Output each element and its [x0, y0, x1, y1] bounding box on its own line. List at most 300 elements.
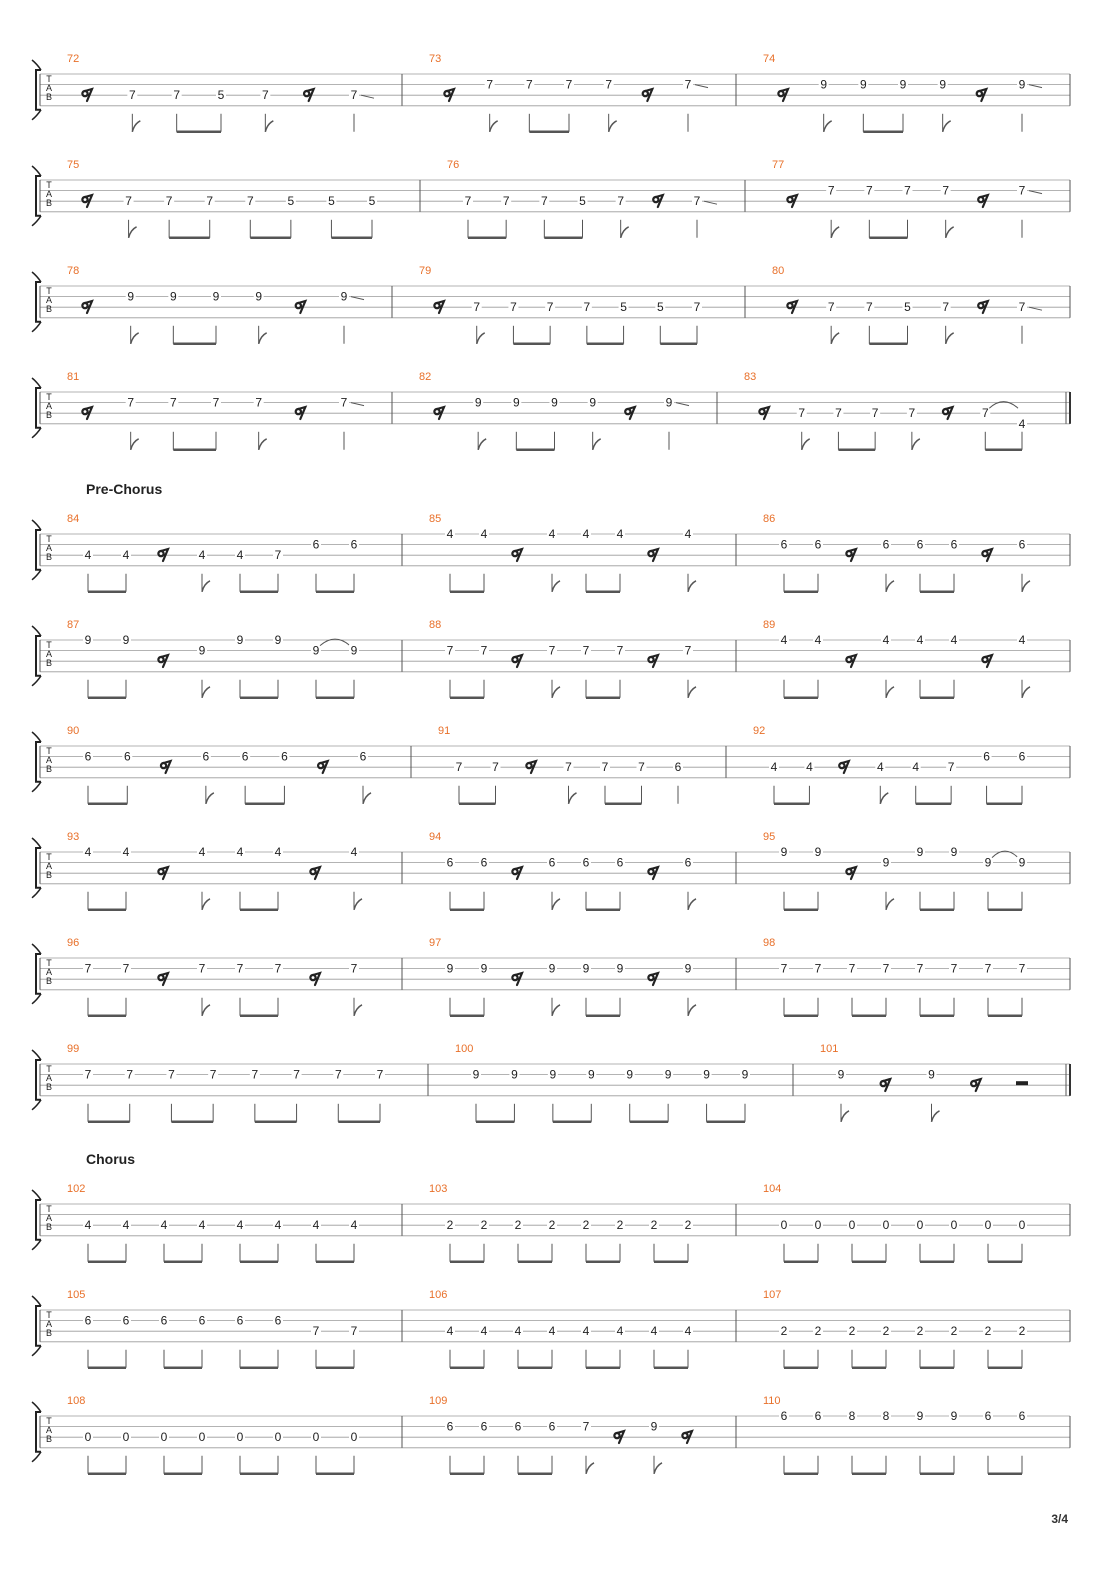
fret-number: 5: [287, 194, 295, 209]
fret-number: 0: [984, 1218, 992, 1233]
eighth-rest: [82, 89, 92, 101]
fret-number: 9: [511, 1067, 518, 1082]
fret-number: 6: [684, 855, 692, 870]
fret-number: 7: [128, 88, 136, 103]
note-flag: [569, 793, 577, 804]
note-flag: [202, 1005, 210, 1016]
fret-number: 7: [246, 194, 254, 209]
fret-number: 8: [848, 1409, 856, 1423]
fret-number: 4: [582, 527, 590, 541]
fret-number: 4: [84, 548, 92, 563]
measure-number: 90: [67, 725, 80, 737]
fret-number: 0: [274, 1430, 282, 1445]
fret-number: 4: [160, 1218, 168, 1233]
note-flag: [841, 1111, 849, 1122]
fret-number: 7: [334, 1067, 342, 1082]
fret-number: 2: [650, 1218, 658, 1233]
note-flag: [478, 439, 486, 450]
fret-number: 0: [848, 1218, 856, 1233]
fret-number: 9: [548, 961, 556, 976]
fret-number: 9: [122, 633, 130, 647]
eighth-rest: [653, 195, 663, 207]
measure-number: 110: [763, 1395, 781, 1407]
fret-number: 4: [780, 633, 788, 647]
tab-clef-letter: T: [46, 746, 52, 756]
fret-number: 0: [198, 1430, 206, 1445]
eighth-rest: [444, 89, 454, 101]
fret-number: 6: [446, 1419, 454, 1434]
note-flag: [802, 439, 810, 450]
fret-number: 0: [950, 1218, 958, 1233]
fret-number: 7: [510, 300, 517, 315]
fret-number: 7: [502, 194, 510, 209]
eighth-rest: [310, 867, 320, 879]
fret-number: 9: [916, 1409, 924, 1423]
fret-number: 4: [684, 1324, 692, 1339]
fret-number: 2: [780, 1324, 788, 1339]
note-flag: [886, 581, 894, 592]
note-flag: [259, 333, 267, 344]
fret-number: 7: [882, 961, 890, 976]
fret-number: 7: [908, 406, 916, 421]
note-flag: [477, 333, 485, 344]
note-flag: [824, 121, 832, 132]
fret-number: 7: [605, 77, 613, 92]
fret-number: 7: [473, 300, 481, 315]
fret-number: 0: [350, 1430, 358, 1445]
tab-clef-letter: A: [45, 861, 53, 871]
fret-number: 4: [274, 845, 282, 859]
measure-number: 81: [67, 371, 80, 383]
fret-number: 7: [350, 1324, 358, 1339]
tab-clef-letter: T: [46, 180, 52, 190]
fret-number: 9: [312, 643, 320, 658]
fret-number: 6: [983, 749, 990, 764]
eighth-rest: [982, 655, 992, 667]
fret-number: 7: [251, 1067, 259, 1082]
measure-number: 89: [763, 619, 776, 631]
tab-clef-letter: T: [46, 286, 52, 296]
fret-number: 6: [780, 537, 788, 552]
fret-number: 4: [876, 760, 884, 775]
measure-number: 97: [429, 937, 442, 949]
eighth-rest: [648, 973, 658, 985]
fret-number: 5: [579, 194, 586, 209]
measure-number: 106: [429, 1289, 448, 1301]
fret-number: 7: [165, 194, 173, 209]
tab-clef-letter: A: [45, 401, 53, 411]
fret-number: 9: [741, 1067, 749, 1082]
tab-clef-letter: B: [45, 1222, 53, 1232]
fret-number: 9: [84, 633, 92, 647]
fret-number: 2: [882, 1324, 890, 1339]
fret-number: 7: [865, 183, 873, 198]
fret-number: 7: [350, 961, 358, 976]
fret-number: 6: [480, 1419, 488, 1434]
measure-number: 82: [419, 371, 432, 383]
fret-number: 7: [617, 194, 625, 209]
fret-number: 6: [274, 1313, 282, 1328]
fret-number: 0: [160, 1430, 168, 1445]
fret-number: 7: [582, 1419, 590, 1434]
fret-number: 2: [616, 1218, 624, 1233]
fret-number: 6: [202, 749, 210, 764]
fret-number: 4: [548, 527, 556, 541]
fret-number: 6: [548, 1419, 556, 1434]
fret-number: 9: [582, 961, 590, 976]
tab-clef-letter: B: [45, 92, 53, 102]
note-flag: [354, 1005, 362, 1016]
fret-number: 4: [770, 760, 778, 775]
note-flag: [946, 333, 954, 344]
eighth-rest: [304, 89, 314, 101]
measure-number: 75: [67, 159, 80, 171]
fret-number: 7: [1018, 961, 1026, 976]
fret-number: 6: [160, 1313, 168, 1328]
tab-clef-letter: B: [45, 976, 53, 986]
fret-number: 2: [514, 1218, 522, 1233]
fret-number: 7: [169, 395, 177, 410]
tab-clef-letter: T: [46, 534, 52, 544]
eighth-rest: [512, 867, 522, 879]
fret-number: 9: [616, 961, 624, 976]
measure-number: 86: [763, 513, 776, 525]
measure-number: 78: [67, 265, 80, 277]
note-flag: [586, 1463, 594, 1474]
fret-number: 4: [582, 1324, 590, 1339]
fret-number: 9: [899, 77, 907, 92]
fret-number: 6: [1018, 749, 1026, 764]
fret-number: 7: [693, 300, 701, 315]
measure-number: 109: [429, 1395, 448, 1407]
fret-number: 9: [274, 633, 282, 647]
fret-number: 9: [650, 1419, 658, 1434]
note-flag: [831, 333, 839, 344]
fret-number: 9: [939, 77, 947, 92]
fret-number: 4: [650, 1324, 658, 1339]
fret-number: 9: [1018, 77, 1026, 92]
fret-number: 6: [780, 1409, 788, 1423]
tab-clef-letter: A: [45, 1073, 53, 1083]
fret-number: 2: [446, 1218, 454, 1233]
fret-number: 9: [127, 289, 135, 304]
fret-number: 7: [1018, 300, 1026, 315]
fret-number: 7: [198, 961, 206, 976]
fret-number: 7: [947, 760, 955, 775]
fret-number: 4: [446, 527, 454, 541]
fret-number: 9: [340, 289, 348, 304]
fret-number: 9: [446, 961, 454, 976]
eighth-rest: [296, 301, 306, 313]
fret-number: 7: [480, 643, 488, 658]
eighth-rest: [787, 195, 797, 207]
fret-number: 4: [684, 527, 692, 541]
fret-number: 9: [198, 643, 206, 658]
fret-number: 2: [916, 1324, 924, 1339]
fret-number: 9: [820, 77, 828, 92]
tab-clef-letter: T: [46, 392, 52, 402]
fret-number: 4: [1018, 633, 1026, 647]
eighth-rest: [881, 1079, 891, 1091]
fret-number: 7: [540, 194, 548, 209]
fret-number: 7: [464, 194, 472, 209]
fret-number: 9: [684, 961, 692, 976]
fret-number: 7: [376, 1067, 384, 1082]
fret-number: 7: [84, 961, 92, 976]
fret-number: 7: [1018, 183, 1026, 198]
measure-number: 73: [429, 53, 442, 65]
fret-number: 9: [626, 1067, 634, 1082]
note-flag: [654, 1463, 662, 1474]
note-flag: [1022, 581, 1030, 592]
fret-number: 2: [1018, 1324, 1026, 1339]
fret-number: 9: [928, 1067, 935, 1082]
fret-number: 7: [261, 88, 269, 103]
fret-number: 6: [236, 1313, 244, 1328]
fret-number: 4: [950, 633, 958, 647]
fret-number: 7: [255, 395, 263, 410]
measure-number: 99: [67, 1043, 80, 1055]
fret-number: 7: [236, 961, 244, 976]
fret-number: 7: [293, 1067, 300, 1082]
fret-number: 6: [548, 855, 556, 870]
fret-number: 9: [350, 643, 358, 658]
eighth-rest: [846, 549, 856, 561]
fret-number: 0: [1018, 1218, 1026, 1233]
note-flag: [206, 793, 214, 804]
measure-number: 91: [438, 725, 451, 737]
note-flag: [552, 899, 560, 910]
fret-number: 5: [368, 194, 376, 209]
fret-number: 9: [1018, 855, 1026, 870]
fret-number: 5: [904, 300, 911, 315]
fret-number: 4: [446, 1324, 454, 1339]
fret-number: 6: [950, 537, 958, 552]
eighth-rest: [978, 195, 988, 207]
fret-number: 7: [942, 300, 950, 315]
fret-number: 6: [84, 749, 92, 764]
eighth-rest: [978, 301, 988, 313]
fret-number: 9: [665, 395, 673, 410]
fret-number: 4: [236, 548, 244, 563]
eighth-rest: [310, 973, 320, 985]
fret-number: 7: [274, 548, 282, 563]
fret-number: 9: [236, 633, 244, 647]
fret-number: 6: [814, 1409, 822, 1423]
fret-number: 9: [950, 845, 958, 859]
fret-number: 4: [616, 527, 624, 541]
eighth-rest: [846, 867, 856, 879]
fret-number: 6: [674, 760, 682, 775]
fret-number: 4: [480, 1324, 488, 1339]
fret-number: 0: [122, 1430, 130, 1445]
fret-number: 7: [168, 1067, 175, 1082]
note-flag: [593, 439, 601, 450]
fret-number: 2: [984, 1324, 992, 1339]
page-number: 3/4: [1051, 1512, 1068, 1526]
fret-number: 7: [548, 643, 556, 658]
fret-number: 4: [1018, 416, 1026, 431]
fret-number: 7: [814, 961, 822, 976]
eighth-rest: [759, 407, 769, 419]
fret-number: 7: [693, 194, 701, 209]
eighth-rest: [434, 301, 444, 313]
fret-number: 7: [583, 300, 591, 315]
measure-number: 96: [67, 937, 80, 949]
fret-number: 4: [806, 760, 813, 775]
tab-clef-letter: A: [45, 83, 53, 93]
measure-number: 102: [67, 1183, 86, 1195]
note-flag: [131, 333, 139, 344]
eighth-rest: [846, 655, 856, 667]
tab-clef-letter: T: [46, 640, 52, 650]
note-flag: [880, 793, 888, 804]
fret-number: 9: [984, 855, 992, 870]
eighth-rest: [614, 1431, 624, 1443]
note-flag: [131, 439, 139, 450]
note-flag: [831, 227, 839, 238]
measure-number: 77: [772, 159, 785, 171]
note-flag: [354, 899, 362, 910]
tab-clef-letter: B: [45, 552, 53, 562]
eighth-rest: [158, 867, 168, 879]
eighth-rest: [943, 407, 953, 419]
note-flag: [886, 687, 894, 698]
fret-number: 7: [565, 77, 573, 92]
fret-number: 4: [122, 1218, 130, 1233]
eighth-rest: [982, 549, 992, 561]
measure-number: 87: [67, 619, 80, 631]
fret-number: 6: [446, 855, 454, 870]
tab-clef-letter: B: [45, 198, 53, 208]
note-flag: [946, 227, 954, 238]
fret-number: 2: [950, 1324, 958, 1339]
fret-number: 7: [212, 395, 220, 410]
fret-number: 0: [780, 1218, 788, 1233]
tab-clef-letter: T: [46, 74, 52, 84]
eighth-rest: [778, 89, 788, 101]
tab-clef-letter: A: [45, 1319, 53, 1329]
eighth-rest: [161, 761, 171, 773]
fret-number: 7: [455, 760, 463, 775]
tab-clef-letter: B: [45, 870, 53, 880]
fret-number: 9: [474, 395, 482, 410]
fret-number: 4: [84, 1218, 92, 1233]
fret-number: 6: [198, 1313, 206, 1328]
tab-clef-letter: T: [46, 958, 52, 968]
fret-number: 9: [882, 855, 890, 870]
measure-number: 100: [455, 1043, 474, 1055]
eighth-rest: [512, 973, 522, 985]
measure-number: 72: [67, 53, 80, 65]
slide-line: [1029, 85, 1042, 88]
fret-number: 2: [480, 1218, 488, 1233]
fret-number: 9: [703, 1067, 710, 1082]
note-flag: [202, 581, 210, 592]
tab-clef-letter: T: [46, 1064, 52, 1074]
tab-clef-letter: B: [45, 764, 53, 774]
note-flag: [688, 581, 696, 592]
eighth-rest: [82, 407, 92, 419]
fret-number: 4: [198, 548, 206, 563]
measure-number: 80: [772, 265, 785, 277]
fret-number: 2: [548, 1218, 556, 1233]
fret-number: 4: [122, 845, 130, 859]
fret-number: 4: [916, 633, 924, 647]
measure-number: 104: [763, 1183, 782, 1195]
measure-number: 103: [429, 1183, 448, 1195]
fret-number: 4: [912, 760, 920, 775]
fret-number: 6: [480, 855, 488, 870]
fret-number: 7: [848, 961, 856, 976]
fret-number: 7: [684, 77, 692, 92]
measure-number: 95: [763, 831, 776, 843]
measure-number: 101: [820, 1043, 839, 1055]
fret-number: 9: [950, 1409, 958, 1423]
tab-clef-letter: B: [45, 658, 53, 668]
fret-number: 7: [312, 1324, 320, 1339]
fret-number: 7: [616, 643, 624, 658]
note-flag: [363, 793, 371, 804]
fret-number: 6: [84, 1313, 92, 1328]
fret-number: 9: [814, 845, 822, 859]
eighth-rest: [977, 89, 987, 101]
tab-clef-letter: T: [46, 1416, 52, 1426]
fret-number: 7: [546, 300, 554, 315]
tab-clef-letter: B: [45, 410, 53, 420]
fret-number: 8: [882, 1409, 890, 1423]
fret-number: 6: [916, 537, 924, 552]
measure-number: 84: [67, 513, 80, 525]
note-flag: [912, 439, 920, 450]
note-flag: [129, 227, 137, 238]
note-flag: [932, 1111, 940, 1122]
fret-number: 9: [859, 77, 867, 92]
fret-number: 4: [274, 1218, 282, 1233]
note-flag: [265, 121, 273, 132]
eighth-rest: [643, 89, 653, 101]
fret-number: 9: [551, 395, 558, 410]
fret-number: 7: [798, 406, 806, 421]
fret-number: 7: [582, 643, 590, 658]
fret-number: 7: [446, 643, 454, 658]
fret-number: 6: [1018, 1409, 1026, 1423]
fret-number: 7: [127, 395, 135, 410]
note-flag: [552, 581, 560, 592]
measure-number: 83: [744, 371, 757, 383]
fret-number: 4: [514, 1324, 522, 1339]
fret-number: 4: [198, 1218, 206, 1233]
tab-clef-letter: A: [45, 755, 53, 765]
fret-number: 4: [350, 845, 358, 859]
fret-number: 9: [780, 845, 788, 859]
fret-number: 0: [312, 1430, 320, 1445]
note-flag: [259, 439, 267, 450]
eighth-rest: [82, 301, 92, 313]
eighth-rest: [839, 761, 849, 773]
eighth-rest: [434, 407, 444, 419]
measure-number: 98: [763, 937, 776, 949]
fret-number: 9: [480, 961, 488, 976]
fret-number: 9: [664, 1067, 672, 1082]
fret-number: 7: [942, 183, 950, 198]
eighth-rest: [526, 761, 536, 773]
tab-clef-letter: B: [45, 1328, 53, 1338]
fret-number: 7: [126, 1067, 134, 1082]
fret-number: 4: [480, 527, 488, 541]
fret-number: 7: [950, 961, 958, 976]
note-flag: [202, 899, 210, 910]
